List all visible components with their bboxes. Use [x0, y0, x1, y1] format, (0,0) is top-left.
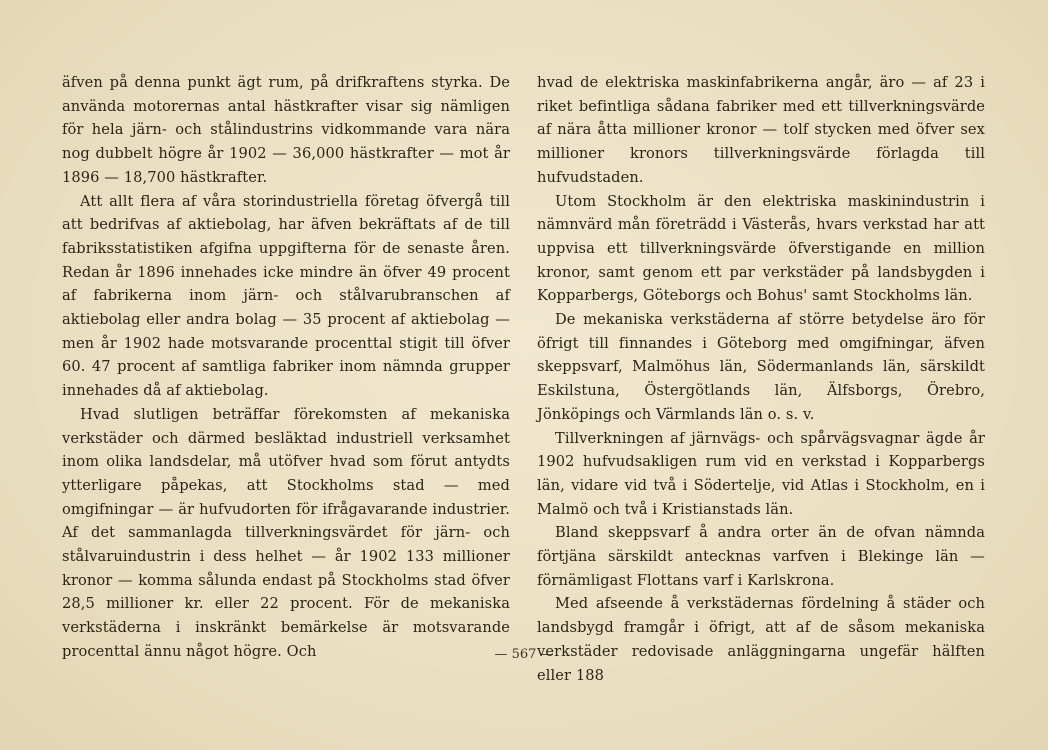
right-column: [537, 71, 985, 687]
page-number: — 567 —: [494, 647, 554, 662]
left-column: [62, 71, 510, 664]
paragraph: Med afseende å verkstädernas fördelning å städer och landsbygd framgår i öfrigt, att af de såsom mekaniska verkstäder redovisade anläggningarna ungefär hälften eller 188: [537, 595, 985, 684]
paragraph: Utom Stockholm är den elektriska maskinindustrin i nämnvärd mån företrädd i Västerås, hvars verkstad har att uppvisa ett tillverkningsvärde öfverstigande en million kronor, samt genom ett par verkstäder på landsbygden i Kopparbergs, Göteborgs och Bohus' samt Stockholms län.: [537, 192, 985, 305]
paragraph: hvad de elektriska maskinfabrikerna angår, äro — af 23 i riket befintliga sådana fabriker med ett tillverkningsvärde af nära åtta millioner kronor — tolf stycken med öfver sex millioner kronors tillverkningsvärde förlagda till hufvudstaden.: [537, 74, 985, 186]
paragraph: De mekaniska verkstäderna af större betydelse äro för öfrigt till finnandes i Göteborg med omgifningar, äfven skeppsvarf, Malmöhus län, Södermanlands län, särskildt Eskilstuna, Östergötlands län, Älfsborgs, Örebro, Jönköpings och Värmlands län o. s. v.: [537, 311, 985, 423]
paragraph: Hvad slutligen beträffar förekomsten af mekaniska verkstäder och därmed besläktad industriell verksamhet inom olika landsdelar, må utöfver hvad som förut antydts ytterligare påpekas, att Stockholms stad — med omgifningar — är hufvudorten för ifrågavarande industrier. Af det sammanlagda tillverkningsvärdet för järn- och stålvaruindustrin i dess helhet — år 1902 133 millioner kronor — komma sålunda endast på Stockholms stad öfver 28,5 millioner kr. eller 22 procent. För de mekaniska verkstäderna i inskränkt bemärkelse är motsvarande procenttal ännu något högre. Och: [62, 405, 510, 660]
paragraph: Bland skeppsvarf å andra orter än de ofvan nämnda förtjäna särskildt antecknas varfven i Blekinge län — förnämligast Flottans varf i Karlskrona.: [537, 524, 985, 589]
paragraph: Att allt flera af våra storindustriella företag öfvergå till att bedrifvas af aktiebolag, har äfven bekräftats af de till fabriksstatistiken afgifna uppgifterna för de senaste åren. Redan år 1896 innehades icke mindre än öfver 49 procent af fabrikerna inom järn- och stålvarubranschen af aktiebolag eller andra bolag — 35 procent af aktiebolag — men år 1902 hade motsvarande procenttal stigit till öfver 60. 47 procent af samtliga fabriker inom nämnda grupper innehades då af aktiebolag.: [62, 192, 510, 400]
paragraph: Tillverkningen af järnvägs- och spårvägsvagnar ägde år 1902 hufvudsakligen rum vid en verkstad i Kopparbergs län, vidare vid två i Södertelje, vid Atlas i Stockholm, en i Malmö och två i Kristianstads län.: [537, 429, 985, 518]
paragraph: äfven på denna punkt ägt rum, på drifkraftens styrka. De använda motorernas antal hästkrafter visar sig nämligen för hela järn- och stålindustrins vidkommande vara nära nog dubbelt högre år 1902 — 36,000 hästkrafter — mot år 1896 — 18,700 hästkrafter.: [62, 74, 510, 186]
